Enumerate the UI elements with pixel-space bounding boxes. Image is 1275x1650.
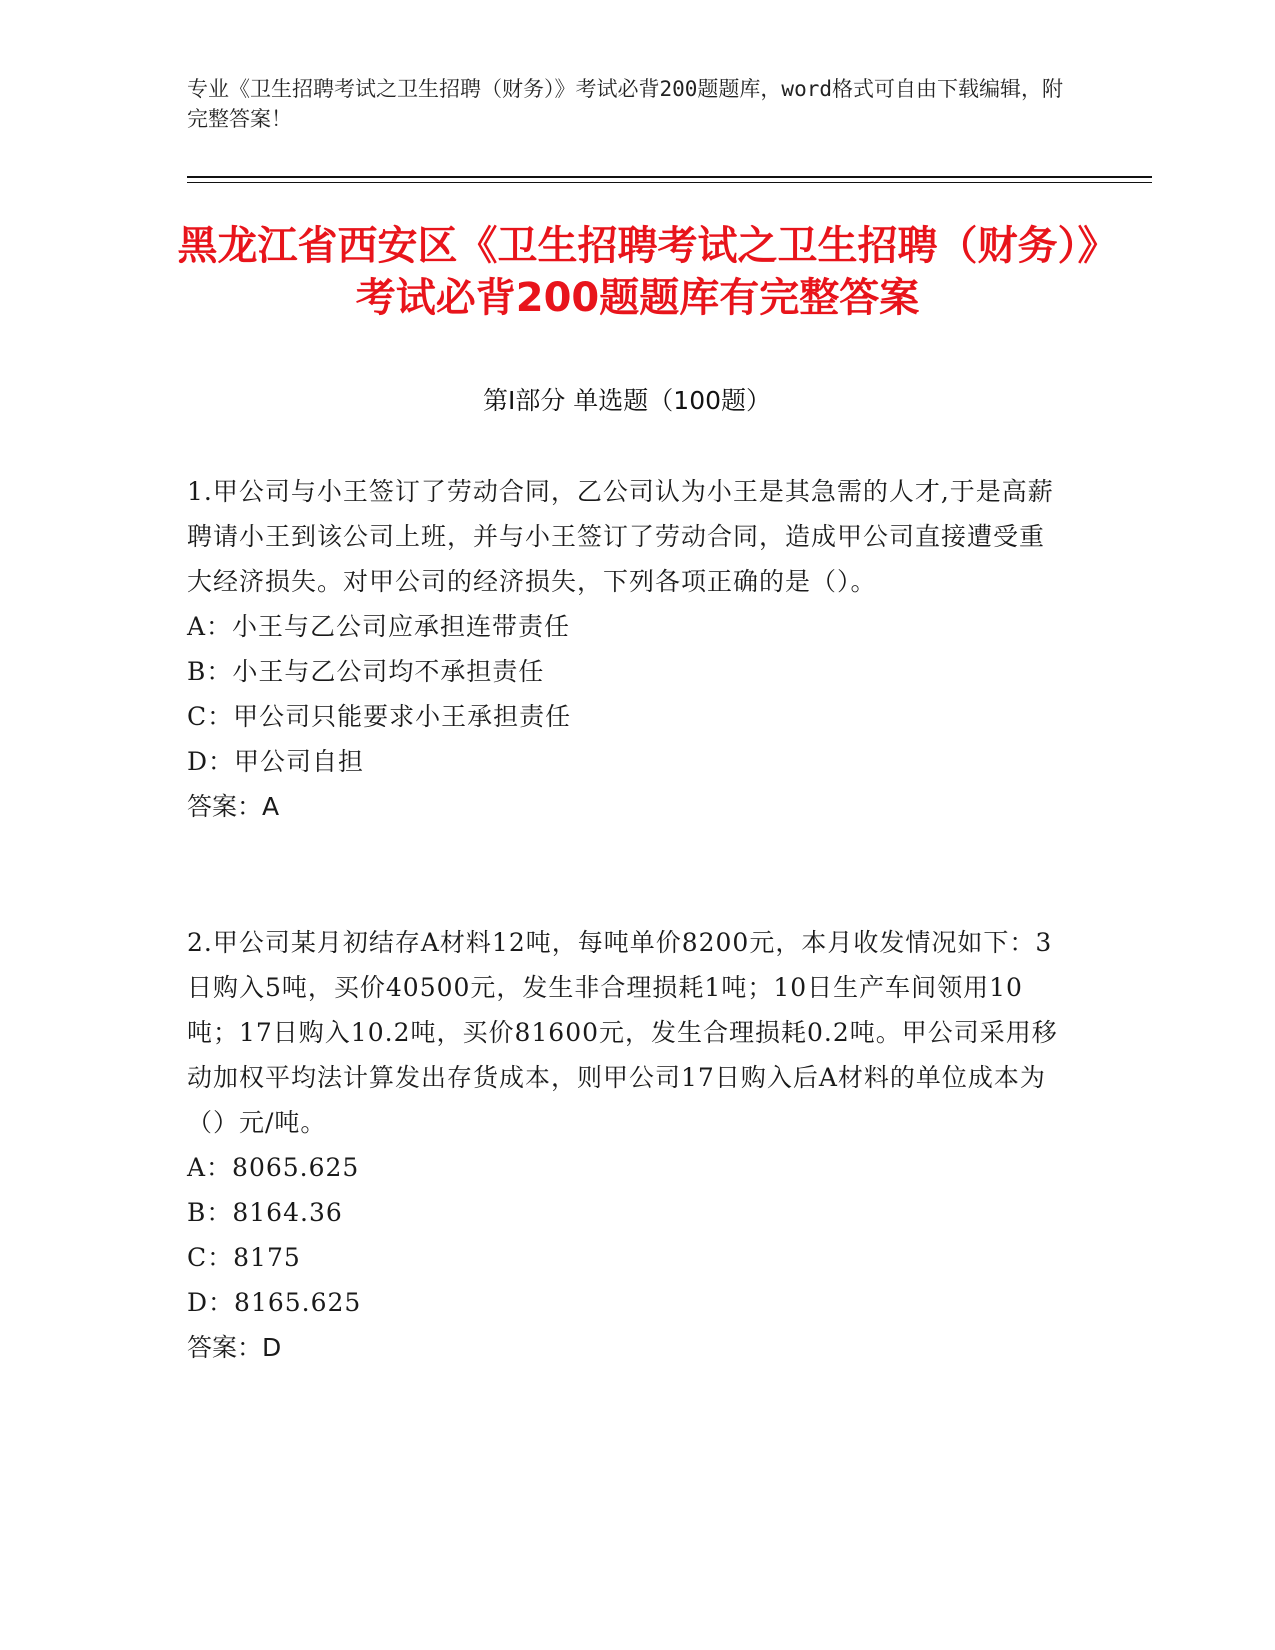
option-b: B：小王与乙公司均不承担责任 — [187, 657, 545, 686]
question-stem: 1.甲公司与小王签订了劳动合同，乙公司认为小王是其急需的人才,于是高薪聘请小王到该公司上班，并与小王签订了劳动合同，造成甲公司直接遭受重大经济损失。对甲公司的经济损失，下列各项正确的是（）。 — [187, 477, 1054, 596]
option-c: C：甲公司只能要求小王承担责任 — [187, 702, 572, 731]
header-note: 专业《卫生招聘考试之卫生招聘（财务）》考试必背200题题库，word格式可自由下载编辑，附完整答案！ — [187, 77, 1063, 131]
header-divider-thick — [187, 176, 1152, 178]
option-a: A：8065.625 — [187, 1153, 360, 1182]
option-d: D：甲公司自担 — [187, 747, 365, 776]
option-c: C：8175 — [187, 1243, 301, 1272]
question-2 — [187, 920, 1067, 1370]
option-d: D：8165.625 — [187, 1288, 362, 1317]
header-divider-thin — [187, 182, 1152, 183]
answer: 答案：D — [187, 1333, 282, 1362]
question-stem: 2.甲公司某月初结存A材料12吨，每吨单价8200元，本月收发情况如下：3日购入5吨，买价40500元，发生非合理损耗1吨；10日生产车间领用10吨；17日购入10.2吨，买价81600元，发生合理损耗0.2吨。甲公司采用移动加权平均法计算发出存货成本，则甲公司17日购入后A材料的单位成本为（）元/吨。 — [187, 928, 1058, 1137]
option-b: B：8164.36 — [187, 1198, 343, 1227]
question-1 — [187, 469, 1067, 829]
option-a: A：小王与乙公司应承担连带责任 — [187, 612, 571, 641]
document-title: 黑龙江省西安区《卫生招聘考试之卫生招聘（财务）》考试必背200题题库有完整答案 — [177, 223, 1098, 321]
section-heading: 第Ⅰ部分 单选题（100题） — [482, 386, 772, 415]
answer: 答案：A — [187, 792, 280, 821]
